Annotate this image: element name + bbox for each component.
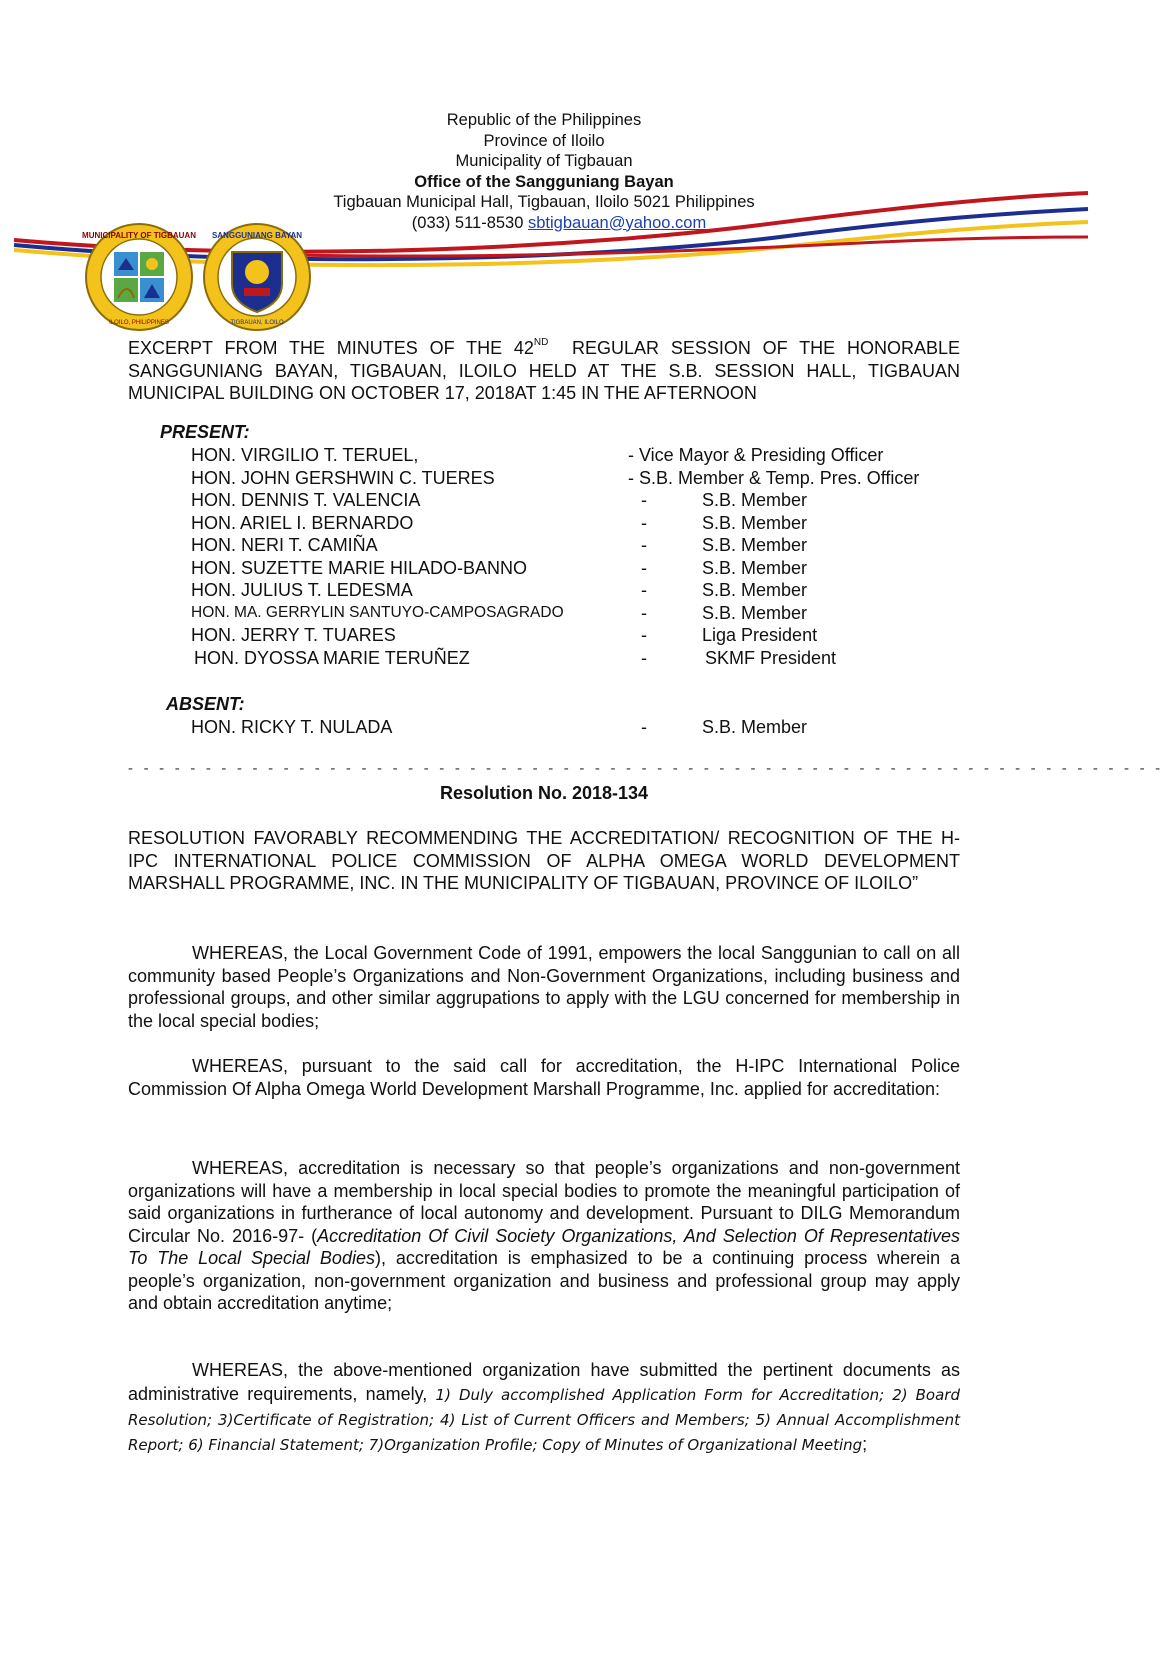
circular-title: Accreditation Of Civil Society Organizations, And Selection Of Representatives To The Local Special Bodies xyxy=(128,1225,960,1268)
whereas-4-text-1: WHEREAS, the above-mentioned organization have submitted the pertinent documents as administrative requirements, namely, xyxy=(128,1360,960,1404)
role-dash: - xyxy=(641,580,647,600)
member-role: S.B. Member xyxy=(702,580,808,600)
member-name: HON. RICKY T. NULADA xyxy=(191,717,393,737)
resolution-title: RESOLUTION FAVORABLY RECOMMENDING THE ACCREDITATION/ RECOGNITION OF THE H-IPC INTERNATIONAL POLICE COMMISSION OF ALPHA OMEGA WORLD DEVELOPMENT MARSHALL PROGRAMME, INC. IN THE MUNICIPALITY OF TIGBAUAN, PROVINCE OF ILOILO” xyxy=(128,828,960,893)
member-name: HON. JULIUS T. LEDESMA xyxy=(191,580,413,600)
roster-row xyxy=(191,534,971,557)
present-roster xyxy=(191,444,971,669)
excerpt-heading xyxy=(128,332,960,405)
letterhead-line2: Province of Iloilo xyxy=(483,131,605,150)
svg-text:ILOILO, PHILIPPINES: ILOILO, PHILIPPINES xyxy=(109,320,169,326)
dashed-separator: - - - - - - - - - - - - - - - - - - - - - - - - - - - - - - - - - - - - - - - - - - - - - - - - - - - - - - - - - - - - - - - - - - - xyxy=(128,760,1163,777)
role-dash: - xyxy=(641,717,647,737)
role-dash: - xyxy=(641,512,647,533)
member-role: S.B. Member xyxy=(702,557,808,578)
role-dash: - xyxy=(641,535,647,555)
whereas-clause-2: WHEREAS, pursuant to the said call for accreditation, the H-IPC International Police Commission Of Alpha Omega World Development Marshall Programme, Inc. applied for accreditation: xyxy=(128,1056,960,1099)
member-name: HON. SUZETTE MARIE HILADO-BANNO xyxy=(191,557,528,578)
roster-row xyxy=(191,512,971,535)
member-name: HON. DENNIS T. VALENCIA xyxy=(191,490,421,510)
present-label: PRESENT: xyxy=(160,422,250,442)
role-dash: - xyxy=(641,647,647,668)
member-role: - S.B. Member & Temp. Pres. Officer xyxy=(628,467,920,488)
member-name: HON. VIRGILIO T. TERUEL, xyxy=(191,445,419,465)
office-name: Office of the Sangguniang Bayan xyxy=(414,172,674,191)
sangguniang-bayan-seal xyxy=(202,222,312,332)
member-role: S.B. Member xyxy=(702,717,808,737)
whereas-4-text-2: ; xyxy=(862,1434,868,1454)
municipality-seal xyxy=(84,222,194,332)
roster-row xyxy=(191,647,971,670)
roster-row xyxy=(191,489,971,512)
member-role: S.B. Member xyxy=(702,490,808,510)
absent-label: ABSENT: xyxy=(166,694,245,714)
whereas-clause-4 xyxy=(128,1358,960,1457)
member-name: HON. MA. GERRYLIN SANTUYO-CAMPOSAGRADO xyxy=(191,603,564,621)
member-name: HON. JERRY T. TUARES xyxy=(191,625,396,645)
roster-row xyxy=(191,624,971,647)
roster-row xyxy=(191,444,971,467)
roster-row xyxy=(191,716,971,739)
member-role: SKMF President xyxy=(705,647,837,668)
roster-row xyxy=(191,557,971,580)
member-role: S.B. Member xyxy=(702,512,808,533)
email-link[interactable]: sbtigbauan@yahoo.com xyxy=(528,213,707,232)
role-dash: - xyxy=(641,625,647,645)
office-address: Tigbauan Municipal Hall, Tigbauan, Iloilo 5021 Philippines xyxy=(333,193,755,211)
member-role: - Vice Mayor & Presiding Officer xyxy=(628,445,884,465)
letterhead-line1: Republic of the Philippines xyxy=(446,111,642,129)
absent-roster xyxy=(191,716,971,739)
roster-row xyxy=(191,467,971,490)
svg-text:TIGBAUAN, ILOILO: TIGBAUAN, ILOILO xyxy=(230,320,284,326)
phone-number: (033) 511-8530 xyxy=(411,213,524,232)
member-name: HON. DYOSSA MARIE TERUÑEZ xyxy=(194,647,470,668)
role-dash: - xyxy=(641,557,647,578)
member-role: S.B. Member xyxy=(702,535,808,555)
member-role: Liga President xyxy=(702,625,818,645)
resolution-number: Resolution No. 2018-134 xyxy=(439,783,649,803)
member-name: HON. ARIEL I. BERNARDO xyxy=(191,512,414,533)
roster-row xyxy=(191,602,971,625)
svg-text:MUNICIPALITY OF TIGBAUAN: MUNICIPALITY OF TIGBAUAN xyxy=(82,231,196,240)
role-dash: - xyxy=(641,602,647,623)
member-name: HON. JOHN GERSHWIN C. TUERES xyxy=(191,467,495,488)
whereas-3-text-2: ), accreditation is emphasized to be a continuing process wherein a people’s organization, non-government organization and business and professional group may apply and obtain accreditation anytime; xyxy=(128,1248,960,1313)
excerpt-text-1: EXCERPT FROM THE MINUTES OF THE 42 xyxy=(128,338,534,358)
requirements-list: 1) Duly accomplished Application Form for Accreditation; 2) Board Resolution; 3)Certificate of Registration; 4) List of Current Officers and Members; 5) Annual Accomplishment Report; 6) Financial Statement; 7)Organization Profile; Copy of Minutes of Organizational Meeting xyxy=(128,1386,960,1454)
whereas-clause-3 xyxy=(128,1157,960,1315)
role-dash: - xyxy=(641,490,647,510)
roster-row xyxy=(191,579,971,602)
svg-text:SANGGUNIANG BAYAN: SANGGUNIANG BAYAN xyxy=(211,231,303,240)
whereas-clause-1: WHEREAS, the Local Government Code of 1991, empowers the local Sanggunian to call on all community based People’s Organizations and Non-Government Organizations, including business and professional groups, and other similar aggrupations to apply with the LGU concerned for membership in the local special bodies; xyxy=(128,943,960,1031)
letterhead-line3: Municipality of Tigbauan xyxy=(455,152,633,170)
excerpt-text-2: REGULAR SESSION OF THE HONORABLE SANGGUNIANG BAYAN, TIGBAUAN, ILOILO HELD AT THE S.B. SESSION HALL, TIGBAUAN MUNICIPAL BUILDING ON OCTOBER 17, 2018AT 1:45 IN THE AFTERNOON xyxy=(128,338,960,403)
member-role: S.B. Member xyxy=(702,602,808,623)
whereas-3-text-1: WHEREAS, accreditation is necessary so that people’s organizations and non-government organizations will have a membership in local special bodies to promote the meaningful participation of said organizations in furtherance of local autonomy and development. Pursuant to DILG Memorandum Circular No. 2016-97- ( xyxy=(128,1158,960,1246)
member-name: HON. NERI T. CAMIÑA xyxy=(191,535,378,555)
ordinal-suffix: ND xyxy=(533,337,549,348)
